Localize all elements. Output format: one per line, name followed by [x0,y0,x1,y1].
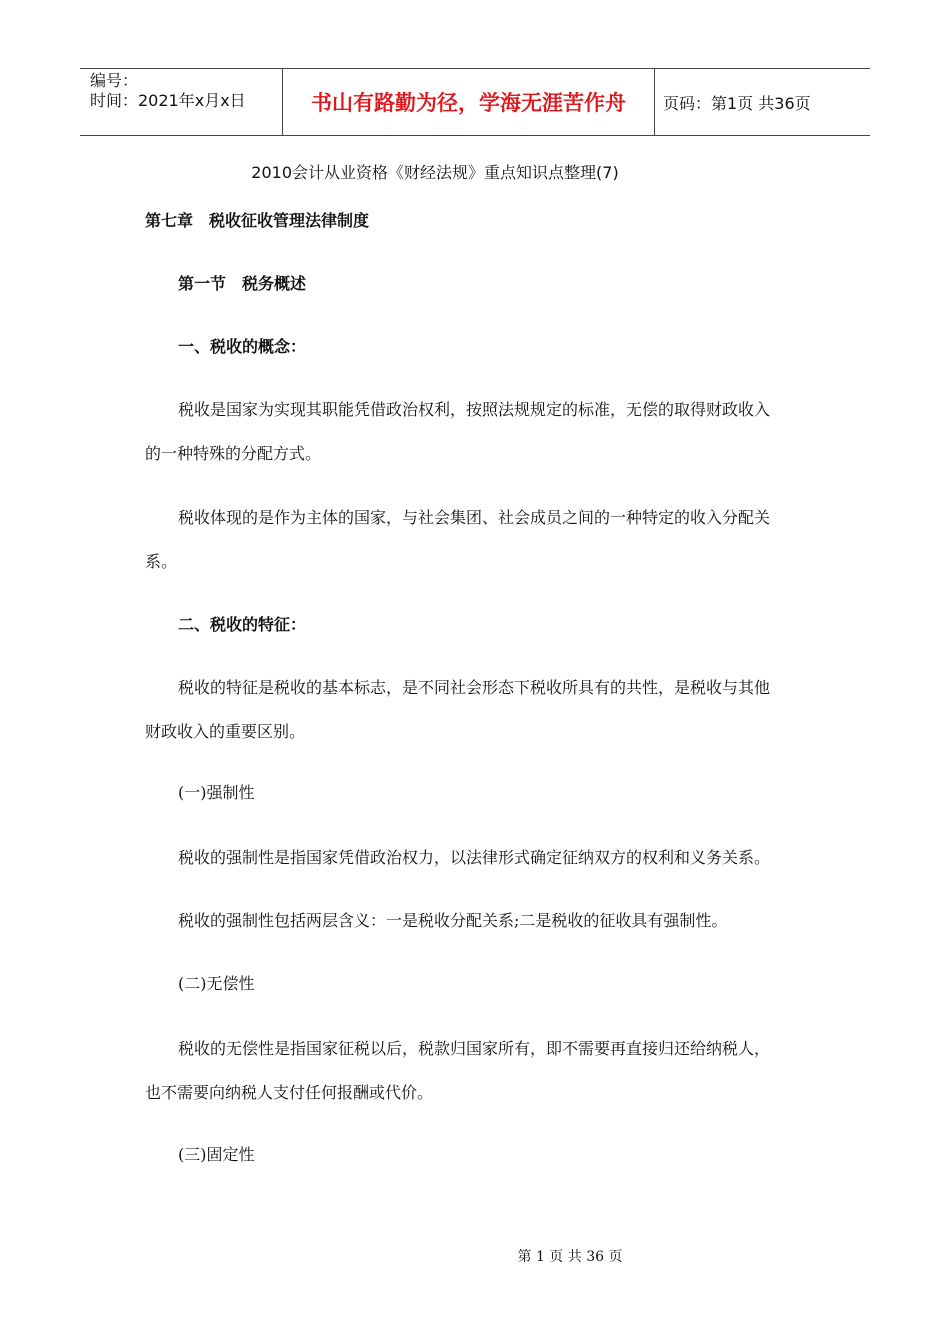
header-motto: 书山有路勤为径，学海无涯苦作舟 [282,69,655,135]
paragraph-line: 税收的特征是税收的基本标志，是不同社会形态下税收所具有的共性，是税收与其他 [178,678,771,697]
subheading-gratuitous: (二)无偿性 [178,974,255,993]
page-footer: 第 1 页 共 36 页 [517,1249,623,1265]
paragraph-line: 也不需要向纳税人支付任何报酬或代价。 [145,1083,434,1102]
paragraph-line: 税收的强制性包括两层含义：一是税收分配关系;二是税收的征收具有强制性。 [178,911,728,930]
serial-label: 编号： [90,71,139,90]
header-meta [80,69,282,135]
heading-concept: 一、税收的概念： [178,337,307,356]
heading-features: 二、税收的特征： [178,615,307,634]
chapter-heading: 第七章 税收征收管理法律制度 [145,211,370,230]
paragraph-line: 税收的强制性是指国家凭借政治权力，以法律形式确定征纳双方的权利和义务关系。 [178,848,771,867]
paragraph-line: 税收体现的是作为主体的国家，与社会集团、社会成员之间的一种特定的收入分配关 [178,508,771,527]
time-label: 时间：2021年x月x日 [90,91,246,110]
section-heading: 第一节 税务概述 [178,274,307,293]
paragraph-line: 税收是国家为实现其职能凭借政治权利，按照法规规定的标准，无偿的取得财政收入 [178,400,771,419]
paragraph-line: 的一种特殊的分配方式。 [145,444,322,463]
header-page-info: 页码：第1页 共36页 [663,93,811,113]
subheading-compulsory: (一)强制性 [178,783,255,802]
page-header [80,68,870,136]
paragraph-line: 系。 [145,552,178,571]
subheading-fixed: (三)固定性 [178,1145,255,1164]
paragraph-line: 财政收入的重要区别。 [145,722,306,741]
paragraph-line: 税收的无偿性是指国家征税以后，税款归国家所有，即不需要再直接归还给纳税人， [178,1039,771,1058]
document-title: 2010会计从业资格《财经法规》重点知识点整理(7) [251,163,619,182]
